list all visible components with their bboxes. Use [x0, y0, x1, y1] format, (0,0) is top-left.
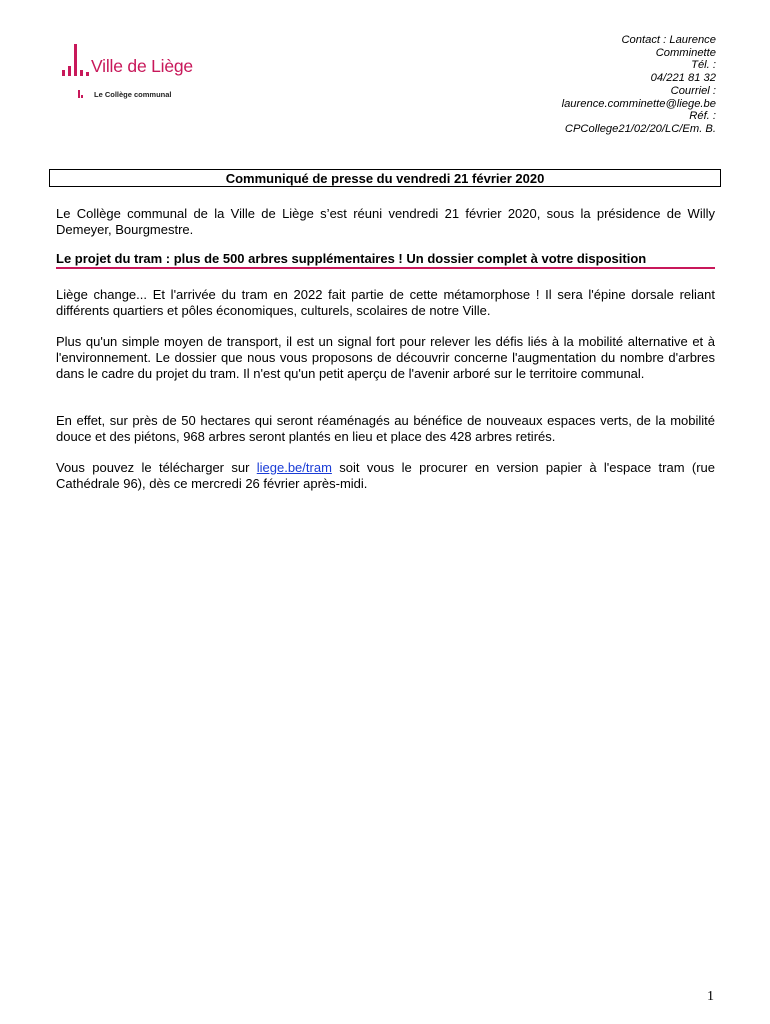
contact-line: Contact : Laurence	[621, 34, 716, 46]
paragraph-4-text: Vous pouvez le télécharger sur	[56, 460, 257, 475]
logo-mark-icon	[78, 90, 82, 98]
paragraph-4	[56, 460, 715, 492]
intro-paragraph: Le Collège communal de la Ville de Liège s’est réuni vendredi 21 février 2020, sous la présidence de Willy Demeyer, Bourgmestre.	[56, 206, 715, 237]
section-heading: Le projet du tram : plus de 500 arbres supplémentaires ! Un dossier complet à votre disposition	[56, 251, 647, 266]
contact-line: Courriel :	[670, 84, 716, 97]
paragraph-2: Plus qu'un simple moyen de transport, il est un signal fort pour relever les défis liés à la mobilité alternative et à l'environnement. Le dossier que nous vous proposons de découvrir concerne l'augmentation du nombre d'arbres dans le cadre du projet du tram. Il n'est qu'un petit aperçu de l'avenir arboré sur le territoire communal.	[56, 334, 715, 381]
paragraph-4-text-after: soit vous le procurer en version papier à l'espace tram (rue Cathédrale 96), dès ce mercredi 26 février après-midi.	[56, 460, 715, 491]
contact-line: 04/221 81 32	[650, 72, 716, 85]
contact-line: Réf. :	[689, 110, 716, 123]
contact-block	[516, 34, 716, 136]
contact-line: Tél. :	[691, 59, 716, 72]
paragraph-1: Liège change... Et l'arrivée du tram en 2022 fait partie de cette métamorphose ! Il sera l'épine dorsale reliant différents quartiers et pôles économiques, culturels, scolaires de notre Ville.	[56, 287, 715, 318]
press-release-title: Communiqué de presse du vendredi 21 février 2020	[49, 169, 721, 187]
page-number: 1	[707, 989, 714, 1004]
contact-email: laurence.comminette@liege.be	[561, 97, 716, 110]
ville-de-liege-logo	[60, 42, 220, 102]
heading-underline	[56, 267, 715, 269]
contact-reference: CPCollege21/02/20/LC/Em. B.	[564, 122, 716, 135]
logo-bars-icon	[60, 42, 90, 76]
paragraph-3: En effet, sur près de 50 hectares qui seront réaménagés au bénéfice de nouveaux espaces verts, de la mobilité douce et des piétons, 968 arbres seront plantés en lieu et place des 428 arbres retirés.	[56, 413, 715, 444]
contact-line: Comminette	[655, 46, 716, 59]
logo-subtitle: Le Collège communal	[94, 90, 172, 99]
logo-title: Ville de Liège	[91, 56, 193, 76]
tram-link[interactable]: liege.be/tram	[256, 460, 332, 475]
